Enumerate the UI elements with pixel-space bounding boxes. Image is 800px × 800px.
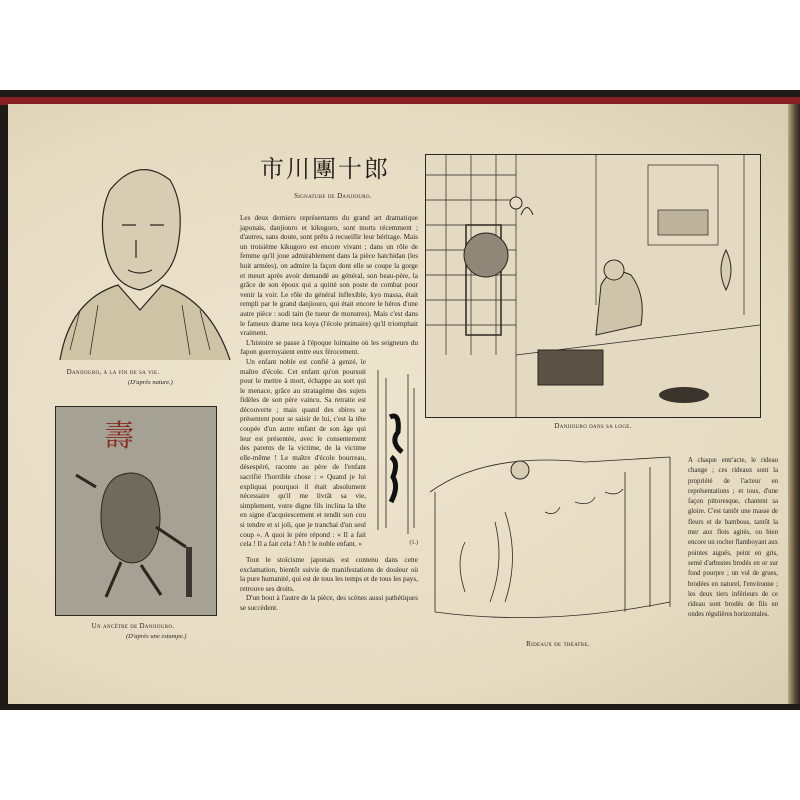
book-binding <box>788 104 800 704</box>
article-paragraph: Les deux derniers représentants du grand art dramatique japonais, danjiouro et kikugoro, sont morts récemment ; d'autres, sans doute, sont prêts à recueillir leur héritage. Mais un troisième kikugoro est encore vivant ; dans un rôle de femme qu'il joue admirablement dans la pièce hatchidan (les huit armées), on admire la façon dont elle se coupe la gorge et meurt après avoir demandé au général, son beau-père, la grâce de son époux qui a quitté son poste de combat pour venir la voir. Le rôle du général inflexible, kyo massa, était rempli par le grand danjiouro, qui était encore le héros d'une autre pièce : sodi tain (le tueur de monstres). Mais c'est dans le fameux drame tera koya (l'école primaire) qu'il triomphait vraiment. <box>240 214 418 338</box>
portrait-caption: Danjiouro, à la fin de sa vie. <box>66 368 160 376</box>
dressing-room-caption: Danjiouro dans sa loge. <box>554 422 632 430</box>
ancestor-caption: Un ancêtre de Danjiouro. <box>91 622 175 630</box>
magazine-page <box>8 104 788 704</box>
curtain-caption: Rideaux de théatre. <box>526 640 590 648</box>
dressing-room-illustration <box>425 154 761 418</box>
ancestor-print-illustration <box>55 406 217 616</box>
article-paragraph: D'un bout à l'autre de la pièce, des scènes aussi pathétiques se succèdent. <box>240 594 418 612</box>
stamp-glyph: 壽 <box>104 419 134 454</box>
article-paragraph: L'histoire se passe à l'époque lointaine où les seigneurs du Japon guerroyaient entre eux férocement. <box>240 338 418 357</box>
footnote-marker: (1.) <box>409 539 418 546</box>
article-column <box>240 214 418 613</box>
theatre-curtain-illustration <box>425 452 675 632</box>
sidebar-paragraph: A chaque entr'acte, le rideau change ; ces rideaux sont la propriété de l'acteur en représentations ; et tous, d'une façon pittoresque, chantent sa gloire. C'est tantôt une masse de fleurs et de bambous, tantôt la mer aux flots agités, ou bien encore un rocher flamboyant aux pointes aiguës, peint en gris, semé d'arbustes brodés en or sur fond pourpre ; un vol de grues, brodées en naturel, l'environne ; les deux tiers inférieurs de ce rideau sont brodés de fils en ondes régulières horizontales. <box>688 457 778 619</box>
portrait-source: (D'après nature.) <box>128 379 173 386</box>
signature-caption: Signature de Danjiouro. <box>294 192 372 200</box>
calligraphy-signature: 市川團十郎 <box>260 155 390 183</box>
article-paragraph: Tout le stoïcisme japonais est contenu dans cette exclamation, bientôt suivie de manifestations de douleur où la pure humanité, qui est de tous les temps et de tous les pays, retrouve ses droits. <box>240 555 418 593</box>
ancestor-source: (D'après une estampe.) <box>126 633 187 640</box>
portrait-illustration <box>40 150 236 360</box>
sidebar-column <box>688 456 778 621</box>
vertical-calligraphy-illustration <box>372 362 418 552</box>
article-paragraph: Un enfant noble est confié à genzé, le maître d'école. Cet enfant qu'on poursuit pour le mettre à mort, échappe au sort qui le menace, grâce au stratagème des sujets fidèles de son père vaincu. Sa retraite est découverte ; mais quand des sbires se présentent pour se saisir de lui, c'est la tête coupée d'un autre enfant de son âge qui leur est présentée, avec le consentement des parents de la victime, de la victime elle-même ! Le maître d'école bourreau, désespéré, raconte au père de l'enfant sacrifié l'horrible chose : « Quand je lui expliquai pourquoi il était absolument nécessaire qu'il me livrât sa vie, simplement, votre digne fils inclina la tête en signe d'acquiescement et tendit son cou si tendre et si joli, que je tranchai d'un seul coup ». A quoi le père répond : « Il a fait cela ! Il a fait cela ! Ah ! le noble enfant. » <box>240 357 366 549</box>
